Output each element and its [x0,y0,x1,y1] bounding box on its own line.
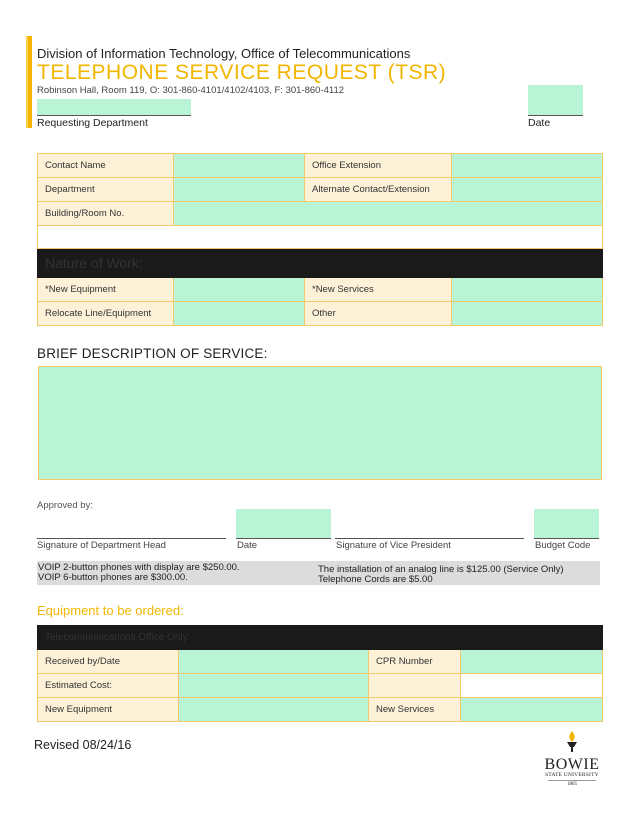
requesting-department-label: Requesting Department [37,117,148,129]
relocate-label: Relocate Line/Equipment [38,302,174,326]
received-by-input[interactable] [179,650,369,674]
telecom-office-heading: Telecommunications Office Only: [38,626,603,650]
office-new-equipment-input[interactable] [179,698,369,722]
contact-name-input[interactable] [174,154,305,178]
office-new-services-input[interactable] [461,698,603,722]
new-equipment-label: *New Equipment [38,278,174,302]
division-name: Division of Information Technology, Office of Telecommunications [37,46,411,61]
brief-description-textarea[interactable] [38,366,602,480]
cpr-number-input[interactable] [461,650,603,674]
telecom-office-table [37,625,603,722]
empty-value-cell [461,674,603,698]
new-services-input[interactable] [452,278,603,302]
vp-signature-label: Signature of Vice President [336,540,451,551]
logo-name: BOWIE [544,756,600,773]
header-accent-bar [26,36,32,128]
empty-label-cell [369,674,461,698]
brief-description-heading: BRIEF DESCRIPTION OF SERVICE: [37,346,268,361]
approval-date-label: Date [237,540,258,551]
spacer-row [38,226,603,249]
estimated-cost-label: Estimated Cost: [38,674,179,698]
new-services-label: *New Services [305,278,452,302]
dept-head-signature-line[interactable] [37,524,226,539]
form-title: TELEPHONE SERVICE REQUEST (TSR) [37,61,447,84]
pricing-cords: Telephone Cords are $5.00 [318,574,433,585]
office-new-equipment-label: New Equipment [38,698,179,722]
pricing-voip6: VOIP 6-button phones are $300.00. [38,572,188,583]
dept-head-signature-label: Signature of Department Head [37,540,166,551]
received-by-label: Received by/Date [38,650,179,674]
logo-year: 1865 [548,780,596,789]
date-input[interactable] [528,85,583,116]
office-extension-input[interactable] [452,154,603,178]
relocate-input[interactable] [174,302,305,326]
approved-by-label: Approved by: [37,500,93,511]
alternate-contact-input[interactable] [452,178,603,202]
office-extension-label: Office Extension [305,154,452,178]
alternate-contact-label: Alternate Contact/Extension [305,178,452,202]
other-label: Other [305,302,452,326]
cpr-number-label: CPR Number [369,650,461,674]
office-address: Robinson Hall, Room 119, O: 301-860-4101/4102/4103, F: 301-860-4112 [37,85,345,96]
torch-icon [562,730,582,752]
department-label: Department [38,178,174,202]
new-equipment-input[interactable] [174,278,305,302]
office-new-services-label: New Services [369,698,461,722]
pricing-analog: The installation of an analog line is $125.00 (Service Only) [318,564,564,575]
date-label: Date [528,117,551,129]
estimated-cost-input[interactable] [179,674,369,698]
approval-date-input[interactable] [236,509,331,539]
department-input[interactable] [174,178,305,202]
revised-date: Revised 08/24/16 [34,738,132,752]
pricing-voip2: VOIP 2-button phones with display are $250.00. [38,562,240,573]
budget-code-label: Budget Code [535,540,591,551]
contact-name-label: Contact Name [38,154,174,178]
other-input[interactable] [452,302,603,326]
vp-signature-line[interactable] [335,524,524,539]
equipment-heading: Equipment to be ordered: [37,603,184,618]
logo-subtitle: STATE UNIVERSITY [545,772,599,778]
contact-table [37,153,603,326]
requesting-department-input[interactable] [37,99,191,116]
bowie-state-logo [538,730,606,789]
nature-of-work-heading: Nature of Work: [38,249,603,278]
building-room-input[interactable] [174,202,603,226]
budget-code-input[interactable] [534,509,599,539]
building-room-label: Building/Room No. [38,202,174,226]
